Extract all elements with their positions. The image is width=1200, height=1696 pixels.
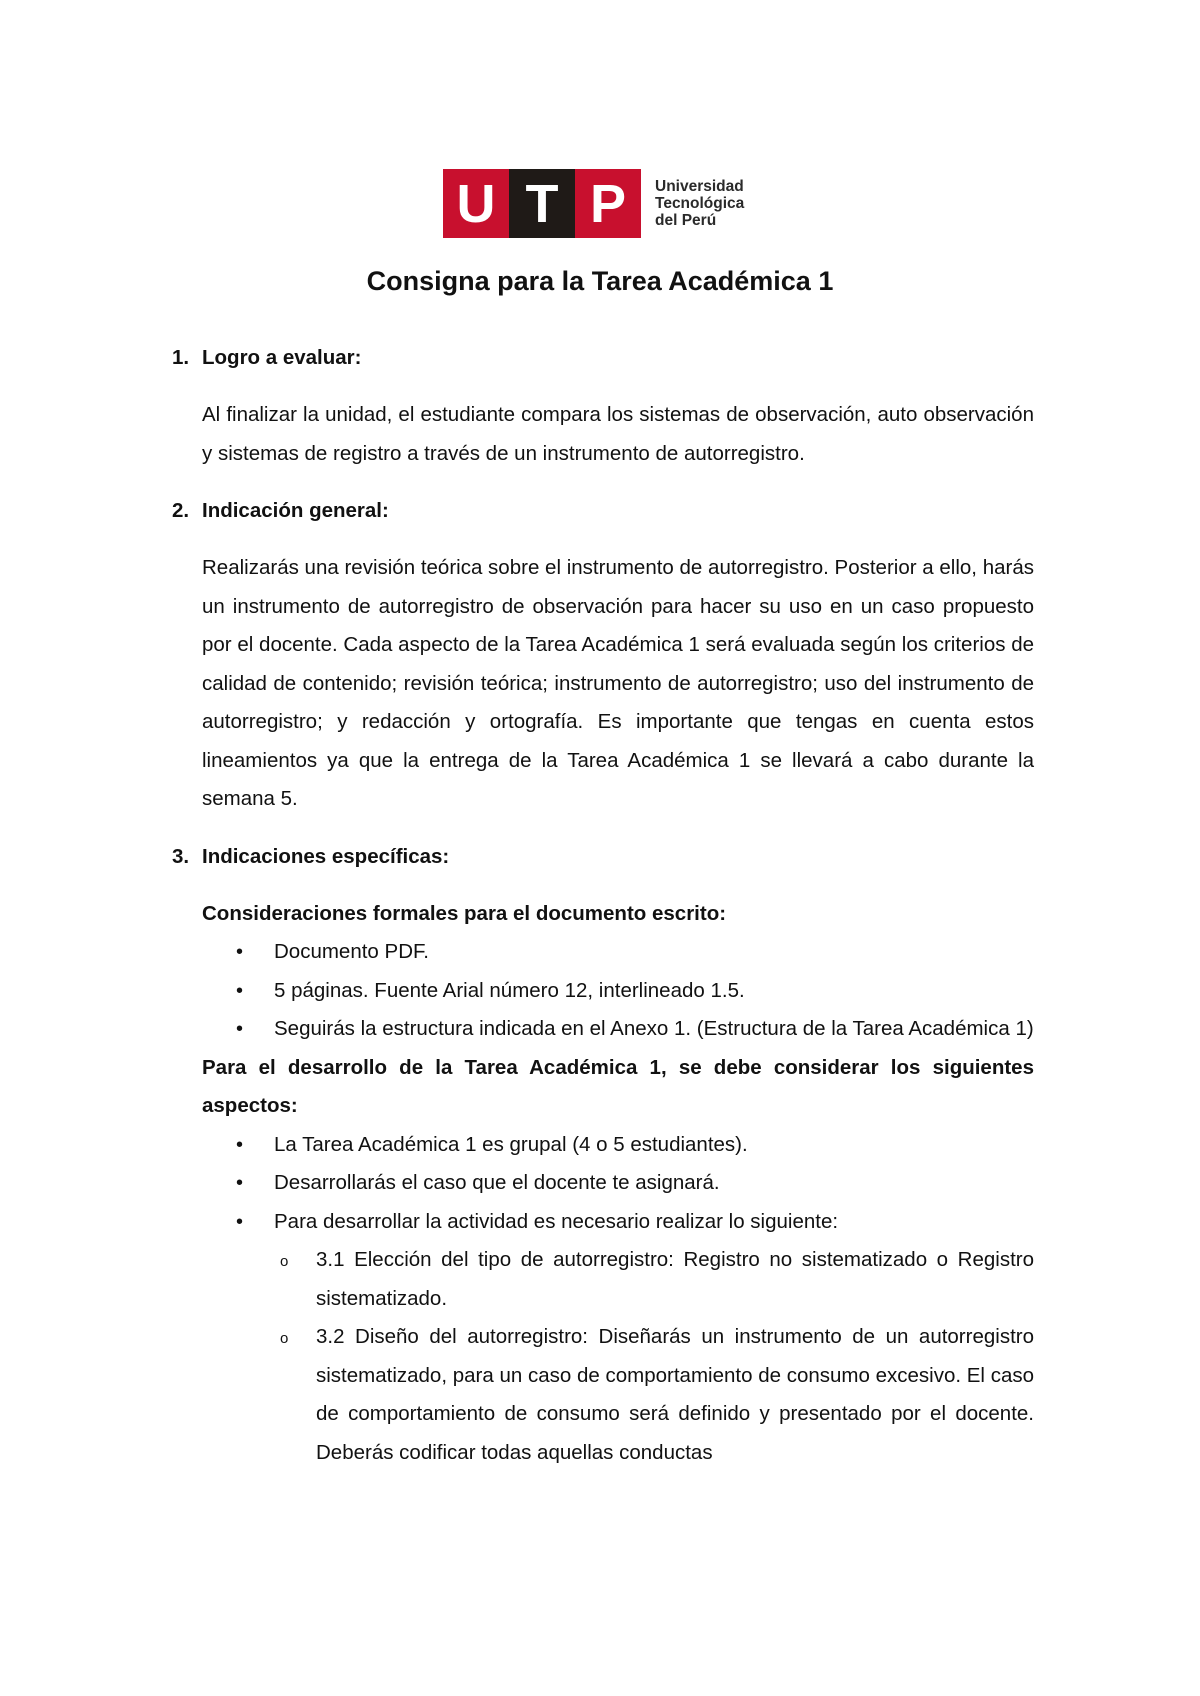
logo-tile-u: U: [443, 169, 509, 238]
formal-considerations-list: [202, 933, 1034, 1049]
section-3-heading: [172, 838, 1034, 876]
section-number: 3.: [172, 844, 190, 868]
section-number: 2.: [172, 499, 190, 522]
formal-considerations-heading: Consideraciones formales para el documento escrito:: [202, 901, 727, 925]
activity-steps-list: [202, 1241, 1034, 1472]
list-item: • Seguirás la estructura indicada en el Anexo 1. (Estructura de la Tarea Académica 1): [202, 1010, 1034, 1049]
sub-list-item: o 3.1 Elección del tipo de autorregistro: Registro no sistematizado o Registro sistematizado.: [202, 1241, 1034, 1318]
logo-university-name: [655, 178, 744, 229]
development-aspects-list: [202, 1126, 1034, 1242]
utp-logo: [443, 169, 744, 238]
list-item: • Documento PDF.: [202, 933, 1034, 972]
logo-name-line: Universidad: [655, 178, 744, 195]
logo-name-line: del Perú: [655, 212, 717, 229]
document-title: Consigna para la Tarea Académica 1: [366, 266, 834, 296]
document-body: [172, 339, 1034, 1472]
logo-tile-p: P: [575, 169, 641, 238]
list-item: • Para desarrollar la actividad es necesario realizar lo siguiente:: [202, 1203, 1034, 1242]
logo-name-line: Tecnológica: [655, 195, 745, 212]
sub-list-item: o 3.2 Diseño del autorregistro: Diseñarás un instrumento de un autorregistro sistematizado, para un caso de comportamiento de consumo excesivo. El caso de comportamiento de consumo será definido y presentado por el docente. Deberás codificar todas aquellas conductas: [202, 1318, 1034, 1472]
development-aspects-heading: Para el desarrollo de la Tarea Académica 1, se debe considerar los siguientes aspectos:: [202, 1055, 1034, 1117]
section-title: Indicación general:: [202, 499, 389, 522]
list-item: • La Tarea Académica 1 es grupal (4 o 5 estudiantes).: [202, 1126, 1034, 1165]
logo-tile-t: T: [509, 169, 575, 238]
section-title: Indicaciones específicas:: [202, 844, 450, 868]
section-1-body: Al finalizar la unidad, el estudiante compara los sistemas de observación, auto observación y sistemas de registro a través de un instrumento de autorregistro.: [202, 403, 1034, 465]
section-title: Logro a evaluar:: [202, 346, 362, 369]
section-2-heading: [172, 492, 1034, 530]
list-item: • 5 páginas. Fuente Arial número 12, interlineado 1.5.: [202, 972, 1034, 1011]
list-item: • Desarrollarás el caso que el docente te asignará.: [202, 1164, 1034, 1203]
section-2-body: Realizarás una revisión teórica sobre el instrumento de autorregistro. Posterior a ello, harás un instrumento de autorregistro de observación para hacer su uso en un caso propuesto por el docente. Cada aspecto de la Tarea Académica 1 será evaluada según los criterios de calidad de contenido; revisión teórica; instrumento de autorregistro; uso del instrumento de autorregistro; y redacción y ortografía. Es importante que tengas en cuenta estos lineamientos ya que la entrega de la Tarea Académica 1 se llevará a cabo durante la semana 5.: [202, 556, 1034, 810]
section-1-heading: [172, 339, 1034, 377]
section-number: 1.: [172, 346, 190, 369]
